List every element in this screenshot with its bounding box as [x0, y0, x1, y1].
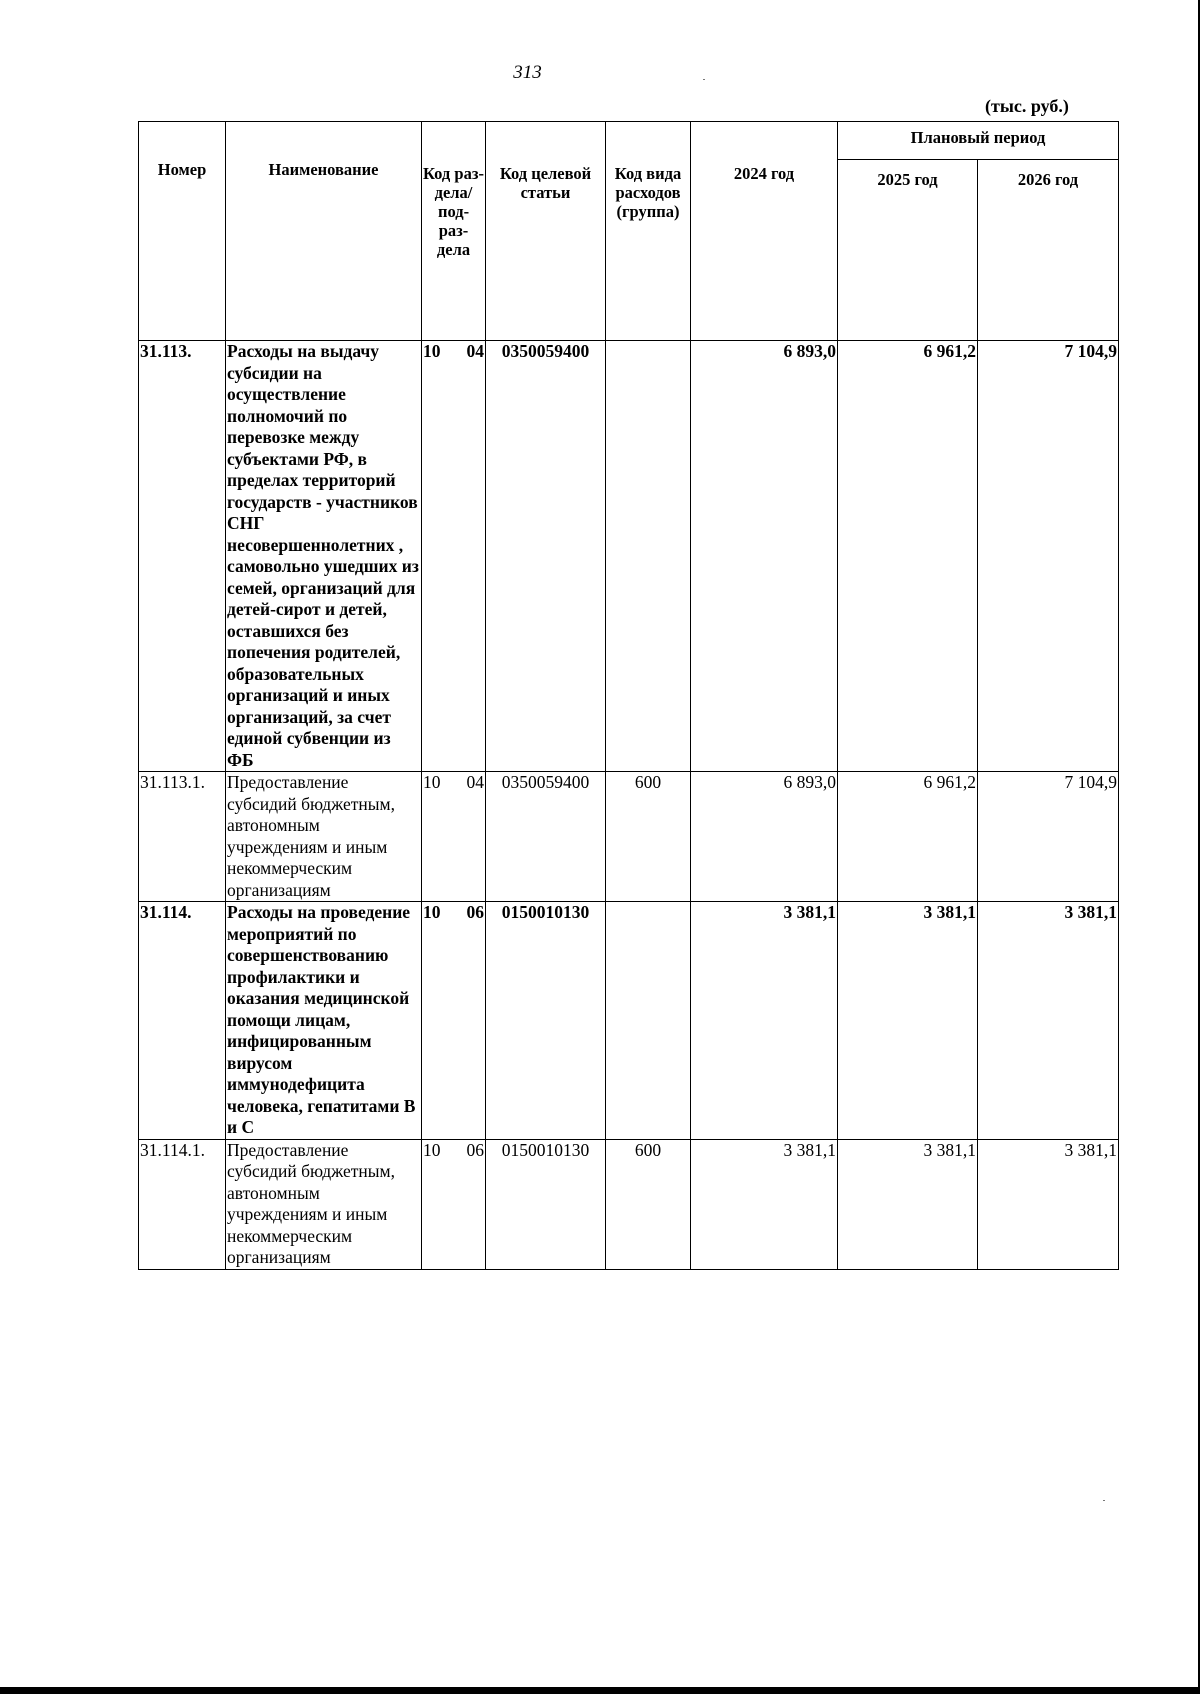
row-expense-type: 600 [606, 1139, 691, 1269]
row-value-2026: 7 104,9 [978, 772, 1119, 902]
row-expense-type [606, 341, 691, 772]
section-code-pair [423, 772, 484, 794]
table-header [139, 122, 1119, 341]
table-row [139, 772, 1119, 902]
table-row [139, 902, 1119, 1140]
razdel-code: 10 [423, 772, 441, 792]
row-value-2026: 7 104,9 [978, 341, 1119, 772]
row-value-2025: 3 381,1 [838, 902, 978, 1140]
row-section-code [422, 902, 486, 1140]
row-section-code [422, 772, 486, 902]
budget-table [138, 121, 1119, 1270]
header-section-code [422, 122, 486, 341]
row-section-code [422, 341, 486, 772]
section-code-pair [423, 902, 484, 924]
header-plan-period: Плановый период [838, 122, 1119, 160]
row-value-2026: 3 381,1 [978, 1139, 1119, 1269]
row-section-code [422, 1139, 486, 1269]
row-target-code: 0150010130 [486, 902, 606, 1140]
scan-border-bottom [0, 1687, 1200, 1694]
header-year-2026: 2026 год [978, 160, 1119, 341]
row-number: 31.114.1. [139, 1139, 226, 1269]
header-target-code: Код целевой статьи [486, 122, 606, 341]
row-value-2024: 6 893,0 [691, 341, 838, 772]
row-target-code: 0150010130 [486, 1139, 606, 1269]
page-number: 313 [513, 62, 542, 83]
header-year-2024: 2024 год [691, 122, 838, 341]
header-number: Номер [139, 122, 226, 341]
row-expense-type: 600 [606, 772, 691, 902]
row-name: Предоставление субсидий бюджетным, автономным учреждениям и иным некоммерческим организациям [226, 1139, 422, 1269]
podrazdel-code: 04 [466, 772, 484, 792]
table-row [139, 1139, 1119, 1269]
section-code-pair [423, 1140, 484, 1162]
row-name: Предоставление субсидий бюджетным, автономным учреждениям и иным некоммерческим организациям [226, 772, 422, 902]
row-name: Расходы на проведение мероприятий по совершенствованию профилактики и оказания медицинской помощи лицам, инфицированным вирусом иммунодефицита человека, гепатитами В и С [226, 902, 422, 1140]
row-expense-type [606, 902, 691, 1140]
podrazdel-code: 06 [466, 902, 484, 922]
row-value-2024: 3 381,1 [691, 902, 838, 1140]
razdel-code: 10 [423, 341, 441, 361]
razdel-code: 10 [423, 1139, 441, 1160]
podrazdel-code: 06 [466, 1139, 484, 1160]
row-value-2026: 3 381,1 [978, 902, 1119, 1140]
units-label: (тыс. руб.) [985, 96, 1069, 116]
row-value-2025: 6 961,2 [838, 341, 978, 772]
table-body [139, 341, 1119, 1270]
table-row [139, 341, 1119, 772]
row-number: 31.113.1. [139, 772, 226, 902]
row-number: 31.113. [139, 341, 226, 772]
row-number: 31.114. [139, 902, 226, 1140]
section-code-pair [423, 341, 484, 363]
header-expense-type: Код вида расходов (группа) [606, 122, 691, 341]
razdel-code: 10 [423, 902, 441, 922]
header-name: Наименование [226, 122, 422, 341]
row-value-2025: 3 381,1 [838, 1139, 978, 1269]
header-year-2025: 2025 год [838, 160, 978, 341]
row-value-2024: 3 381,1 [691, 1139, 838, 1269]
row-target-code: 0350059400 [486, 341, 606, 772]
header-section-code-text: Код раз- дела/ под- раз- дела [423, 164, 484, 259]
row-value-2025: 6 961,2 [838, 772, 978, 902]
podrazdel-code: 04 [466, 341, 484, 361]
row-value-2024: 6 893,0 [691, 772, 838, 902]
row-target-code: 0350059400 [486, 772, 606, 902]
scan-speck [1103, 1500, 1105, 1501]
row-name: Расходы на выдачу субсидии на осуществление полномочий по перевозке между субъектами РФ, в пределах территорий государств - участников СНГ несовершеннолетних , самовольно ушедших из семей, организаций для детей-сирот и детей, оставшихся без попечения родителей, образовательных организаций и иных организаций, за счет единой субвенции из ФБ [226, 341, 422, 772]
